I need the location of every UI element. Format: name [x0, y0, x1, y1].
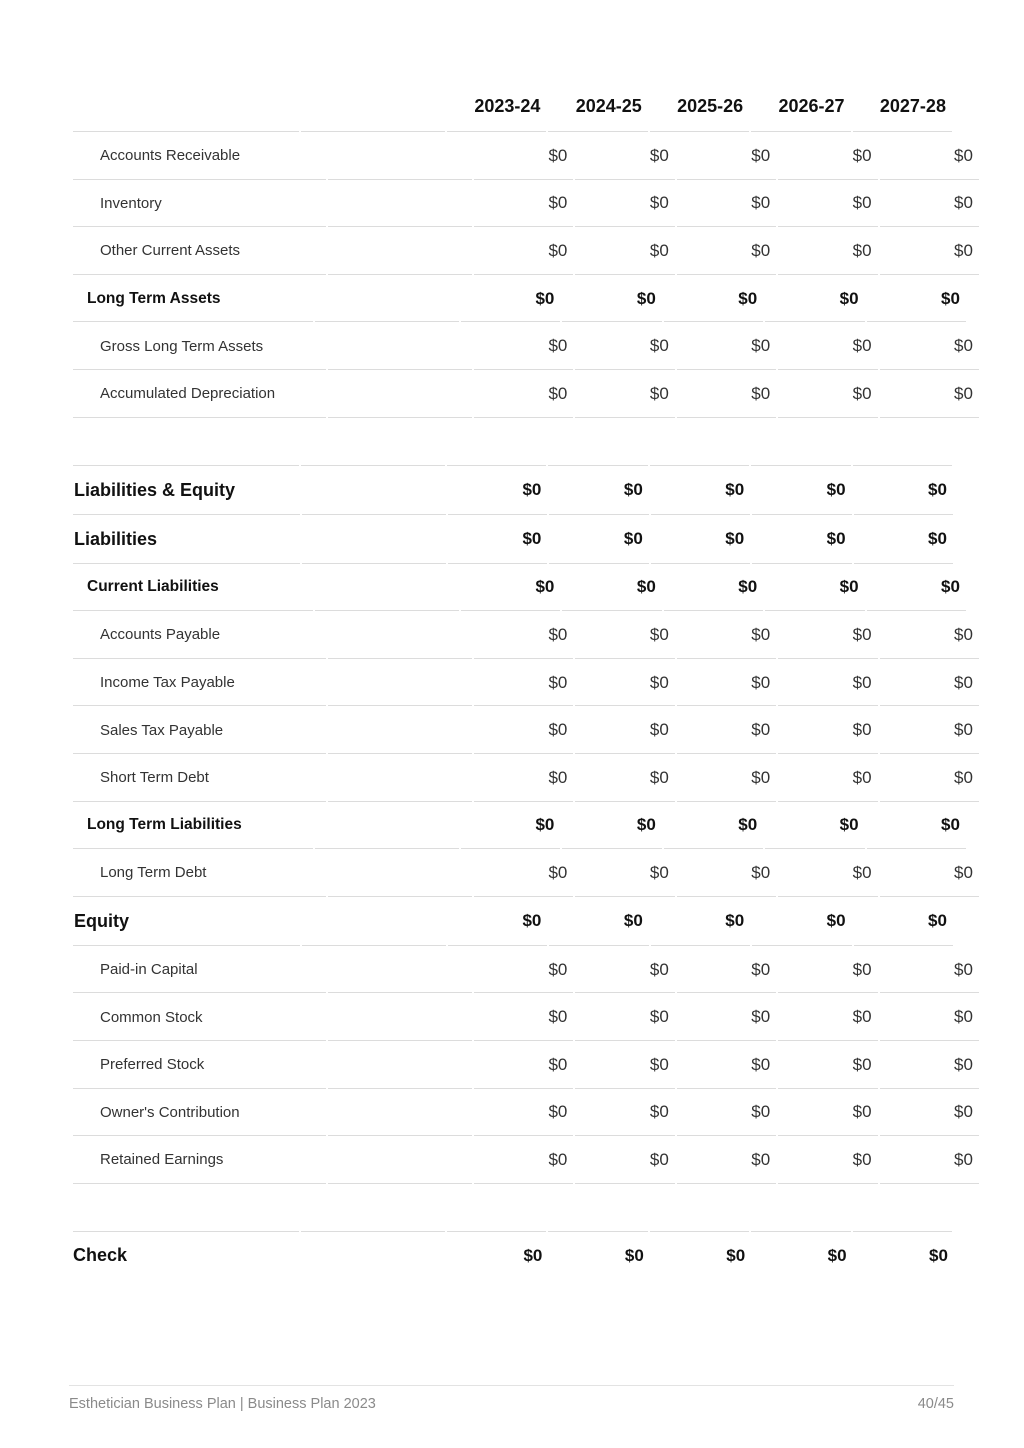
- row-label: Retained Earnings: [73, 1136, 326, 1184]
- table-row: [73, 754, 973, 802]
- cell-value: $0: [624, 1245, 644, 1265]
- cell-value: $0: [827, 1245, 847, 1265]
- cell-value: $0: [776, 370, 877, 418]
- row-label: Short Term Debt: [73, 754, 326, 802]
- cell-value: $0: [472, 1136, 573, 1184]
- cell-value: $0: [675, 227, 776, 275]
- cell-value: $0: [675, 849, 776, 897]
- cell-value: $0: [878, 659, 979, 707]
- cell-value: $0: [776, 611, 877, 659]
- cell-value: $0: [776, 754, 877, 802]
- cell-value: $0: [662, 802, 763, 850]
- cell-value: $0: [878, 370, 979, 418]
- cell-value: $0: [573, 849, 674, 897]
- cell-value: $0: [560, 802, 661, 850]
- table-row: [73, 611, 973, 659]
- cell-value: $0: [878, 849, 979, 897]
- cell-value: $0: [675, 993, 776, 1041]
- cell-value: $0: [750, 897, 851, 946]
- cell-value: $0: [675, 754, 776, 802]
- year-header: 2025-26: [648, 80, 749, 132]
- cell-value: $0: [726, 1245, 746, 1265]
- cell-value: $0: [675, 659, 776, 707]
- cell-value: $0: [573, 1136, 674, 1184]
- cell-value: $0: [649, 897, 750, 946]
- row-label: Inventory: [73, 180, 326, 228]
- year-header: 2023-24: [445, 80, 546, 132]
- cell-value: $0: [776, 946, 877, 994]
- table-section-row: [73, 897, 950, 946]
- cell-value: $0: [573, 946, 674, 994]
- cell-value: $0: [472, 659, 573, 707]
- cell-value: $0: [573, 180, 674, 228]
- cell-value: $0: [878, 611, 979, 659]
- row-label: Accumulated Depreciation: [73, 370, 326, 418]
- cell-value: $0: [662, 564, 763, 612]
- cell-value: $0: [560, 275, 661, 323]
- cell-value: $0: [675, 706, 776, 754]
- cell-value: $0: [573, 322, 674, 370]
- header-label-cell: [73, 80, 299, 132]
- cell-value: $0: [675, 180, 776, 228]
- table-header-row: [73, 80, 950, 132]
- page-footer: [69, 1385, 954, 1412]
- cell-value: $0: [472, 180, 573, 228]
- cell-value: $0: [878, 754, 979, 802]
- table-row: [73, 1041, 973, 1089]
- cell-value: $0: [763, 275, 864, 323]
- cell-value: $0: [573, 1089, 674, 1137]
- cell-value: $0: [675, 370, 776, 418]
- table-subtotal-row: [73, 802, 960, 850]
- cell-value: $0: [776, 1089, 877, 1137]
- table-row: [73, 322, 973, 370]
- cell-value: $0: [573, 370, 674, 418]
- cell-value: $0: [878, 1136, 979, 1184]
- cell-value: $0: [675, 1089, 776, 1137]
- cell-value: $0: [472, 706, 573, 754]
- row-label: Common Stock: [73, 993, 326, 1041]
- row-label: Accounts Receivable: [73, 132, 326, 180]
- cell-value: $0: [459, 275, 560, 323]
- table-row: [73, 659, 973, 707]
- cell-value: $0: [547, 466, 648, 515]
- cell-value: $0: [472, 1089, 573, 1137]
- cell-value: $0: [776, 993, 877, 1041]
- cell-value: $0: [776, 1041, 877, 1089]
- table-spacer-row: [73, 418, 950, 466]
- cell-value: $0: [878, 132, 979, 180]
- cell-value: $0: [547, 897, 648, 946]
- row-label: Long Term Debt: [73, 849, 326, 897]
- cell-value: $0: [459, 802, 560, 850]
- check-row: [73, 1232, 950, 1280]
- cell-value: $0: [929, 1245, 948, 1265]
- row-label: Sales Tax Payable: [73, 706, 326, 754]
- cell-value: $0: [573, 1041, 674, 1089]
- row-label: Long Term Assets: [73, 275, 313, 323]
- cell-value: $0: [776, 132, 877, 180]
- table-spacer-row: [73, 1184, 950, 1232]
- row-label: Liabilities: [73, 515, 300, 564]
- cell-value: $0: [523, 1245, 543, 1265]
- cell-value: $0: [852, 466, 953, 515]
- cell-value: $0: [878, 706, 979, 754]
- cell-value: $0: [878, 946, 979, 994]
- table-row: [73, 706, 973, 754]
- cell-value: $0: [675, 322, 776, 370]
- table-subtotal-row: [73, 275, 960, 323]
- cell-value: $0: [472, 849, 573, 897]
- cell-value: $0: [776, 180, 877, 228]
- table-row: [73, 132, 973, 180]
- cell-value: $0: [649, 466, 750, 515]
- cell-value: $0: [472, 370, 573, 418]
- cell-value: $0: [573, 132, 674, 180]
- balance-sheet-table: [73, 80, 973, 1280]
- cell-value: $0: [472, 132, 573, 180]
- year-header: 2024-25: [546, 80, 647, 132]
- cell-value: $0: [865, 802, 966, 850]
- table-row: [73, 849, 973, 897]
- table-row: [73, 1089, 973, 1137]
- table-row: [73, 370, 973, 418]
- cell-value: $0: [649, 515, 750, 564]
- cell-value: $0: [472, 1041, 573, 1089]
- cell-value: $0: [852, 897, 953, 946]
- row-label: Accounts Payable: [73, 611, 326, 659]
- cell-value: $0: [446, 466, 547, 515]
- cell-value: $0: [472, 946, 573, 994]
- cell-value: $0: [472, 754, 573, 802]
- cell-value: $0: [472, 322, 573, 370]
- cell-value: $0: [776, 1136, 877, 1184]
- cell-value: $0: [573, 993, 674, 1041]
- row-label: Check: [73, 1245, 128, 1266]
- cell-value: $0: [573, 754, 674, 802]
- table-row: [73, 227, 973, 275]
- cell-value: $0: [865, 564, 966, 612]
- cell-value: $0: [878, 180, 979, 228]
- row-label: Current Liabilities: [73, 564, 313, 612]
- cell-value: $0: [675, 1136, 776, 1184]
- cell-value: $0: [763, 802, 864, 850]
- cell-value: $0: [573, 227, 674, 275]
- cell-value: $0: [878, 1089, 979, 1137]
- cell-value: $0: [852, 515, 953, 564]
- row-label: Income Tax Payable: [73, 659, 326, 707]
- table-row: [73, 1136, 973, 1184]
- cell-value: $0: [776, 227, 877, 275]
- row-label: Long Term Liabilities: [73, 802, 313, 850]
- cell-value: $0: [776, 849, 877, 897]
- row-label: Preferred Stock: [73, 1041, 326, 1089]
- cell-value: $0: [573, 611, 674, 659]
- cell-value: $0: [472, 611, 573, 659]
- row-label: Equity: [73, 897, 300, 946]
- page-number: 40/45: [917, 1396, 954, 1412]
- cell-value: $0: [776, 659, 877, 707]
- cell-value: $0: [675, 132, 776, 180]
- row-label: Owner's Contribution: [73, 1089, 326, 1137]
- cell-value: $0: [878, 227, 979, 275]
- cell-value: $0: [878, 993, 979, 1041]
- year-header: 2027-28: [851, 80, 952, 132]
- cell-value: $0: [675, 1041, 776, 1089]
- table-row: [73, 993, 973, 1041]
- cell-value: $0: [865, 275, 966, 323]
- row-label: Other Current Assets: [73, 227, 326, 275]
- cell-value: $0: [878, 1041, 979, 1089]
- cell-value: $0: [750, 466, 851, 515]
- cell-value: $0: [573, 706, 674, 754]
- row-label: Paid-in Capital: [73, 946, 326, 994]
- cell-value: $0: [547, 515, 648, 564]
- cell-value: $0: [750, 515, 851, 564]
- cell-value: $0: [675, 946, 776, 994]
- cell-value: $0: [472, 227, 573, 275]
- cell-value: $0: [776, 322, 877, 370]
- table-section-row: [73, 466, 950, 515]
- cell-value: $0: [662, 275, 763, 323]
- table-subtotal-row: [73, 564, 960, 612]
- row-label: Liabilities & Equity: [73, 466, 300, 515]
- year-header: 2026-27: [749, 80, 850, 132]
- cell-value: $0: [878, 322, 979, 370]
- cell-value: $0: [459, 564, 560, 612]
- cell-value: $0: [560, 564, 661, 612]
- cell-value: $0: [573, 659, 674, 707]
- cell-value: $0: [472, 993, 573, 1041]
- cell-value: $0: [776, 706, 877, 754]
- cell-value: $0: [763, 564, 864, 612]
- table-row: [73, 946, 973, 994]
- cell-value: $0: [446, 515, 547, 564]
- cell-value: $0: [446, 897, 547, 946]
- table-section-row: [73, 515, 950, 564]
- table-row: [73, 180, 973, 228]
- footer-title: Esthetician Business Plan | Business Plan 2023: [69, 1396, 376, 1412]
- row-label: Gross Long Term Assets: [73, 322, 326, 370]
- cell-value: $0: [675, 611, 776, 659]
